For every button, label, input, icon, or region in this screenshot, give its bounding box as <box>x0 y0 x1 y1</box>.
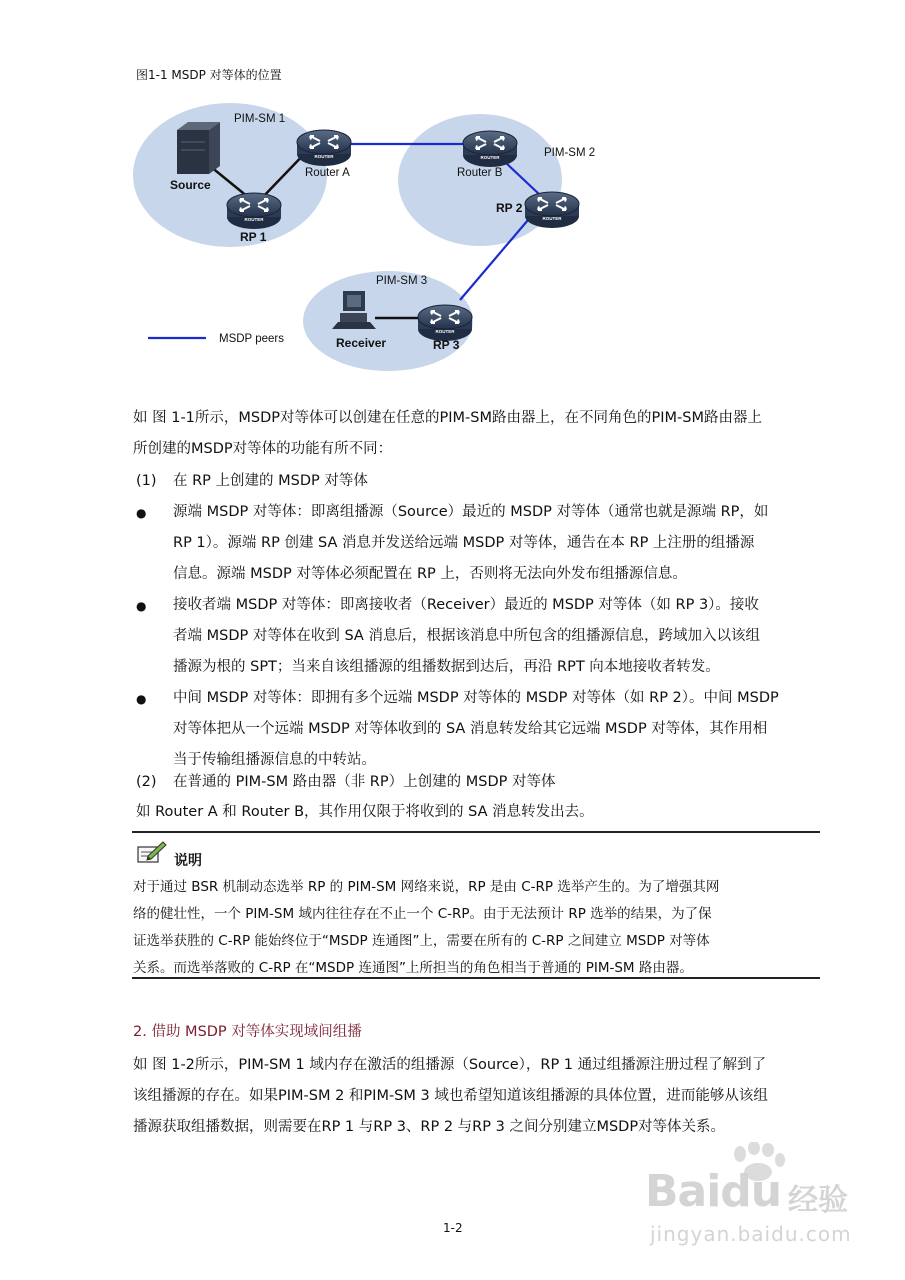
router-tag: ROUTER <box>435 329 455 334</box>
item2-text: 在普通的 PIM-SM 路由器（非 RP）上创建的 MSDP 对等体 <box>173 774 556 790</box>
label-receiver: Receiver <box>336 336 387 350</box>
label-pim-sm1: PIM-SM 1 <box>234 113 286 125</box>
item2-detail: 如 Router A 和 Router B，其作用仅限于将收到的 SA 消息转发出去。 <box>136 804 594 820</box>
note-line: 络的健壮性，一个 PIM-SM 域内往往存在不止一个 C-RP。由于无法预计 RP 选举的结果，为了保 <box>133 906 712 922</box>
item1-text: 在 RP 上创建的 MSDP 对等体 <box>173 473 368 489</box>
note-line: 关系。而选举落败的 C-RP 在“MSDP 连通图”上所担当的角色相当于普通的 PIM-SM 路由器。 <box>133 960 693 976</box>
msdp-diagram <box>130 100 610 385</box>
label-legend: MSDP peers <box>219 333 284 345</box>
bullet-line: 对等体把从一个远端 MSDP 对等体收到的 SA 消息转发给其它远端 MSDP 对等体，其作用相 <box>173 721 768 737</box>
label-router-b: Router B <box>457 167 503 179</box>
label-source: Source <box>170 178 211 192</box>
rp2-router-icon <box>525 192 579 228</box>
router-tag: ROUTER <box>542 216 562 221</box>
label-rp2: RP 2 <box>496 201 523 215</box>
bullet-line: 源端 MSDP 对等体：即离组播源（Source）最近的 MSDP 对等体（通常也就是源端 RP，如 <box>173 504 769 520</box>
section-line: 播源获取组播数据，则需要在RP 1 与RP 3、RP 2 与RP 3 之间分别建立MSDP对等体关系。 <box>133 1119 726 1135</box>
watermark-brand: Baidu <box>645 1166 782 1217</box>
bullet-line: RP 1）。源端 RP 创建 SA 消息并发送给远端 MSDP 对等体，通告在本 RP 上注册的组播源 <box>173 535 755 551</box>
rp3-router-icon <box>418 305 472 341</box>
label-pim-sm2: PIM-SM 2 <box>544 147 596 159</box>
note-line: 对于通过 BSR 机制动态选举 RP 的 PIM-SM 网络来说，RP 是由 C-RP 选举产生的。为了增强其网 <box>133 879 720 895</box>
item2-number: (2) <box>136 774 157 790</box>
bullet-line: 接收者端 MSDP 对等体：即离接收者（Receiver）最近的 MSDP 对等体（如 RP 3）。接收 <box>173 597 759 613</box>
note-top-rule <box>132 831 820 833</box>
watermark-url: jingyan.baidu.com <box>650 1222 852 1246</box>
watermark-cn: 经验 <box>788 1183 848 1218</box>
source-server-icon <box>177 122 220 174</box>
label-rp1: RP 1 <box>240 230 267 244</box>
pencil-note-icon <box>136 839 168 865</box>
label-pim-sm3: PIM-SM 3 <box>376 275 428 287</box>
label-rp3: RP 3 <box>433 338 460 352</box>
router-a-icon <box>297 130 351 166</box>
bullet-line: 中间 MSDP 对等体：即拥有多个远端 MSDP 对等体的 MSDP 对等体（如 RP 2）。中间 MSDP <box>173 690 779 706</box>
rp1-router-icon <box>227 193 281 229</box>
intro-line: 如 图 1-1所示，MSDP对等体可以创建在任意的PIM-SM路由器上，在不同角色的PIM-SM路由器上 <box>133 410 762 426</box>
note-line: 证选举获胜的 C-RP 能始终位于“MSDP 连通图”上，需要在所有的 C-RP 之间建立 MSDP 对等体 <box>133 933 710 949</box>
section-line: 如 图 1-2所示，PIM-SM 1 域内存在激活的组播源（Source），RP 1 通过组播源注册过程了解到了 <box>133 1057 767 1073</box>
bullet-line: 播源为根的 SPT；当来自该组播源的组播数据到达后，再沿 RPT 向本地接收者转发。 <box>173 659 720 675</box>
bullet-line: 者端 MSDP 对等体在收到 SA 消息后，根据该消息中所包含的组播源信息，跨域加入以该组 <box>173 628 760 644</box>
router-tag: ROUTER <box>244 217 264 222</box>
intro-line: 所创建的MSDP对等体的功能有所不同： <box>133 441 393 457</box>
bullet-icon: ● <box>136 692 147 706</box>
bullet-icon: ● <box>136 506 147 520</box>
note-title: 说明 <box>174 853 202 869</box>
bullet-line: 信息。源端 MSDP 对等体必须配置在 RP 上，否则将无法向外发布组播源信息。 <box>173 566 687 582</box>
bullet-line: 当于传输组播源信息的中转站。 <box>173 752 376 768</box>
note-bottom-rule <box>132 977 820 979</box>
router-b-icon <box>463 131 517 167</box>
section-line: 该组播源的存在。如果PIM-SM 2 和PIM-SM 3 域也希望知道该组播源的具体位置，进而能够从该组 <box>133 1088 768 1104</box>
section-heading: 2. 借助 MSDP 对等体实现域间组播 <box>133 1024 362 1040</box>
page-number: 1-2 <box>443 1221 463 1235</box>
figure-caption: 图1-1 MSDP 对等体的位置 <box>136 68 282 82</box>
pim-sm1-domain <box>133 103 327 247</box>
router-tag: ROUTER <box>480 155 500 160</box>
router-tag: ROUTER <box>314 154 334 159</box>
bullet-icon: ● <box>136 599 147 613</box>
label-router-a: Router A <box>305 167 350 179</box>
item1-number: (1) <box>136 473 157 489</box>
